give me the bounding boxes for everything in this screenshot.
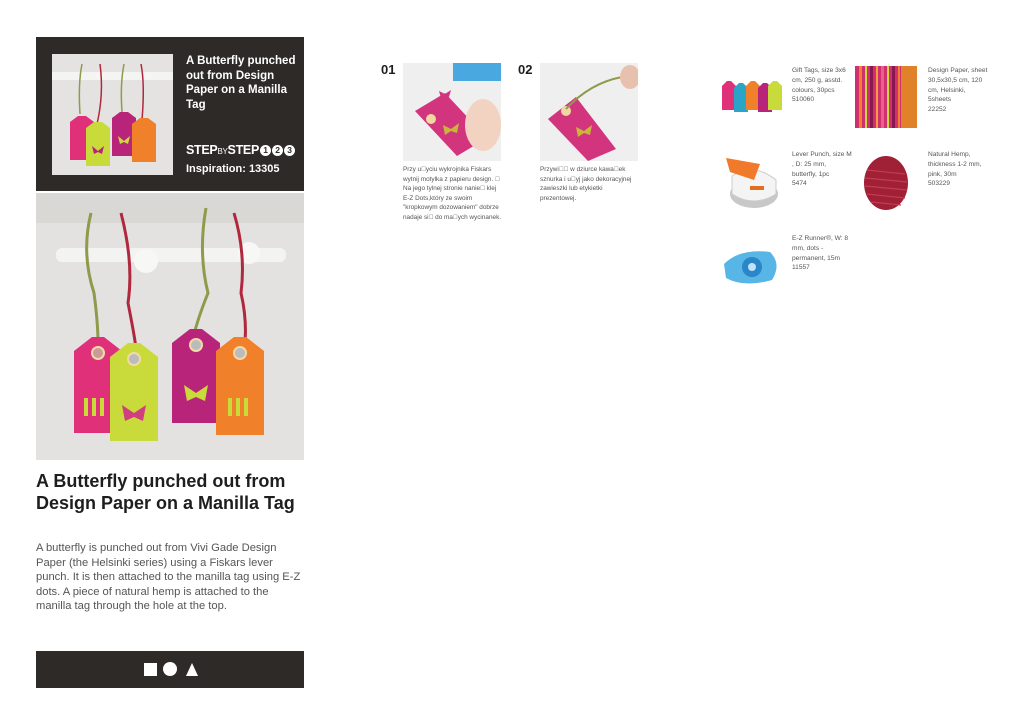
- design-paper-code: 22252: [928, 106, 947, 114]
- logo-number-2: 2: [272, 145, 283, 156]
- lever-punch-name: Lever Punch, size M , D: 25 mm, butterfly, 1pc: [792, 151, 852, 178]
- globe-icon: [163, 662, 177, 676]
- lever-punch-code: 5474: [792, 180, 807, 188]
- lever-punch-text: [792, 150, 852, 189]
- design-paper-image: [855, 66, 917, 128]
- logo-step-2: STEP: [227, 143, 259, 157]
- hemp-spool-text: [928, 150, 988, 189]
- hemp-spool-code: 503229: [928, 180, 951, 188]
- ez-runner-image: [720, 234, 782, 296]
- design-paper-name: Design Paper, sheet 30,5x30,5 cm, 120 cm, Helsinki, 5sheets: [928, 67, 988, 104]
- ez-runner-name: E-Z Runner®, W: 8 mm, dots - permanent, 15m: [792, 235, 849, 262]
- hemp-spool-name: Natural Hemp, thickness 1-2 mm, pink, 30m: [928, 151, 982, 178]
- ez-runner-text: [792, 234, 852, 273]
- step-2-photo: [540, 63, 638, 161]
- page-title: A Butterfly punched out from Design Paper on a Manilla Tag: [36, 471, 295, 513]
- logo-step: STEP: [186, 143, 218, 157]
- thumbnail-photo: [52, 54, 173, 175]
- step-1-photo: [403, 63, 501, 161]
- step-2-number: 02: [518, 62, 533, 77]
- tree-icon: [186, 663, 198, 676]
- header-title: A Butterfly punched out from Design Paper on a Manilla Tag: [186, 55, 296, 111]
- design-paper-text: [928, 66, 988, 115]
- logo-by: BY: [217, 147, 228, 156]
- gift-tags-text: [792, 66, 852, 105]
- step-2-text: Przywi   w dziurce kawa ek sznurka i u yj jako dekoracyjnej zawieszki lub etykietki prezentowej.: [540, 166, 632, 202]
- description: A butterfly is punched out from Vivi Gade Design Paper (the Helsinki series) using a Fiskars lever punch. It is then attached to the manilla tag using E-Z dots. A piece of natural hemp is attached to the manilla tag through the hole at the top.: [36, 542, 301, 613]
- step-by-step-logo: [186, 143, 295, 157]
- step-1-text: Przy u yciu wykrojnika Fiskars wytnij motylka z papieru design.   Na jego tylnej stronie nanie  klej E-Z Dots,który ze swoim "kropkowym dozowaniem" dobrze nadaje si  do ma ych wycinanek.: [403, 166, 502, 221]
- ez-runner-code: 11557: [792, 264, 810, 272]
- logo-number-3: 3: [284, 145, 295, 156]
- lever-punch-image: [720, 150, 782, 212]
- step-1-number: 01: [381, 62, 396, 77]
- inspiration-number: Inspiration: 13305: [186, 163, 280, 175]
- logo-number-1: 1: [260, 145, 271, 156]
- gift-tags-code: 510060: [792, 96, 815, 104]
- scissors-icon: [144, 663, 157, 676]
- gift-tags-image: [720, 66, 782, 128]
- gift-tags-name: Gift Tags, size 3x6 cm, 250 g, asstd. colours, 30pcs: [792, 67, 846, 94]
- footer-icons: [142, 660, 202, 678]
- hemp-spool-image: [855, 150, 917, 212]
- main-photo: [36, 193, 304, 460]
